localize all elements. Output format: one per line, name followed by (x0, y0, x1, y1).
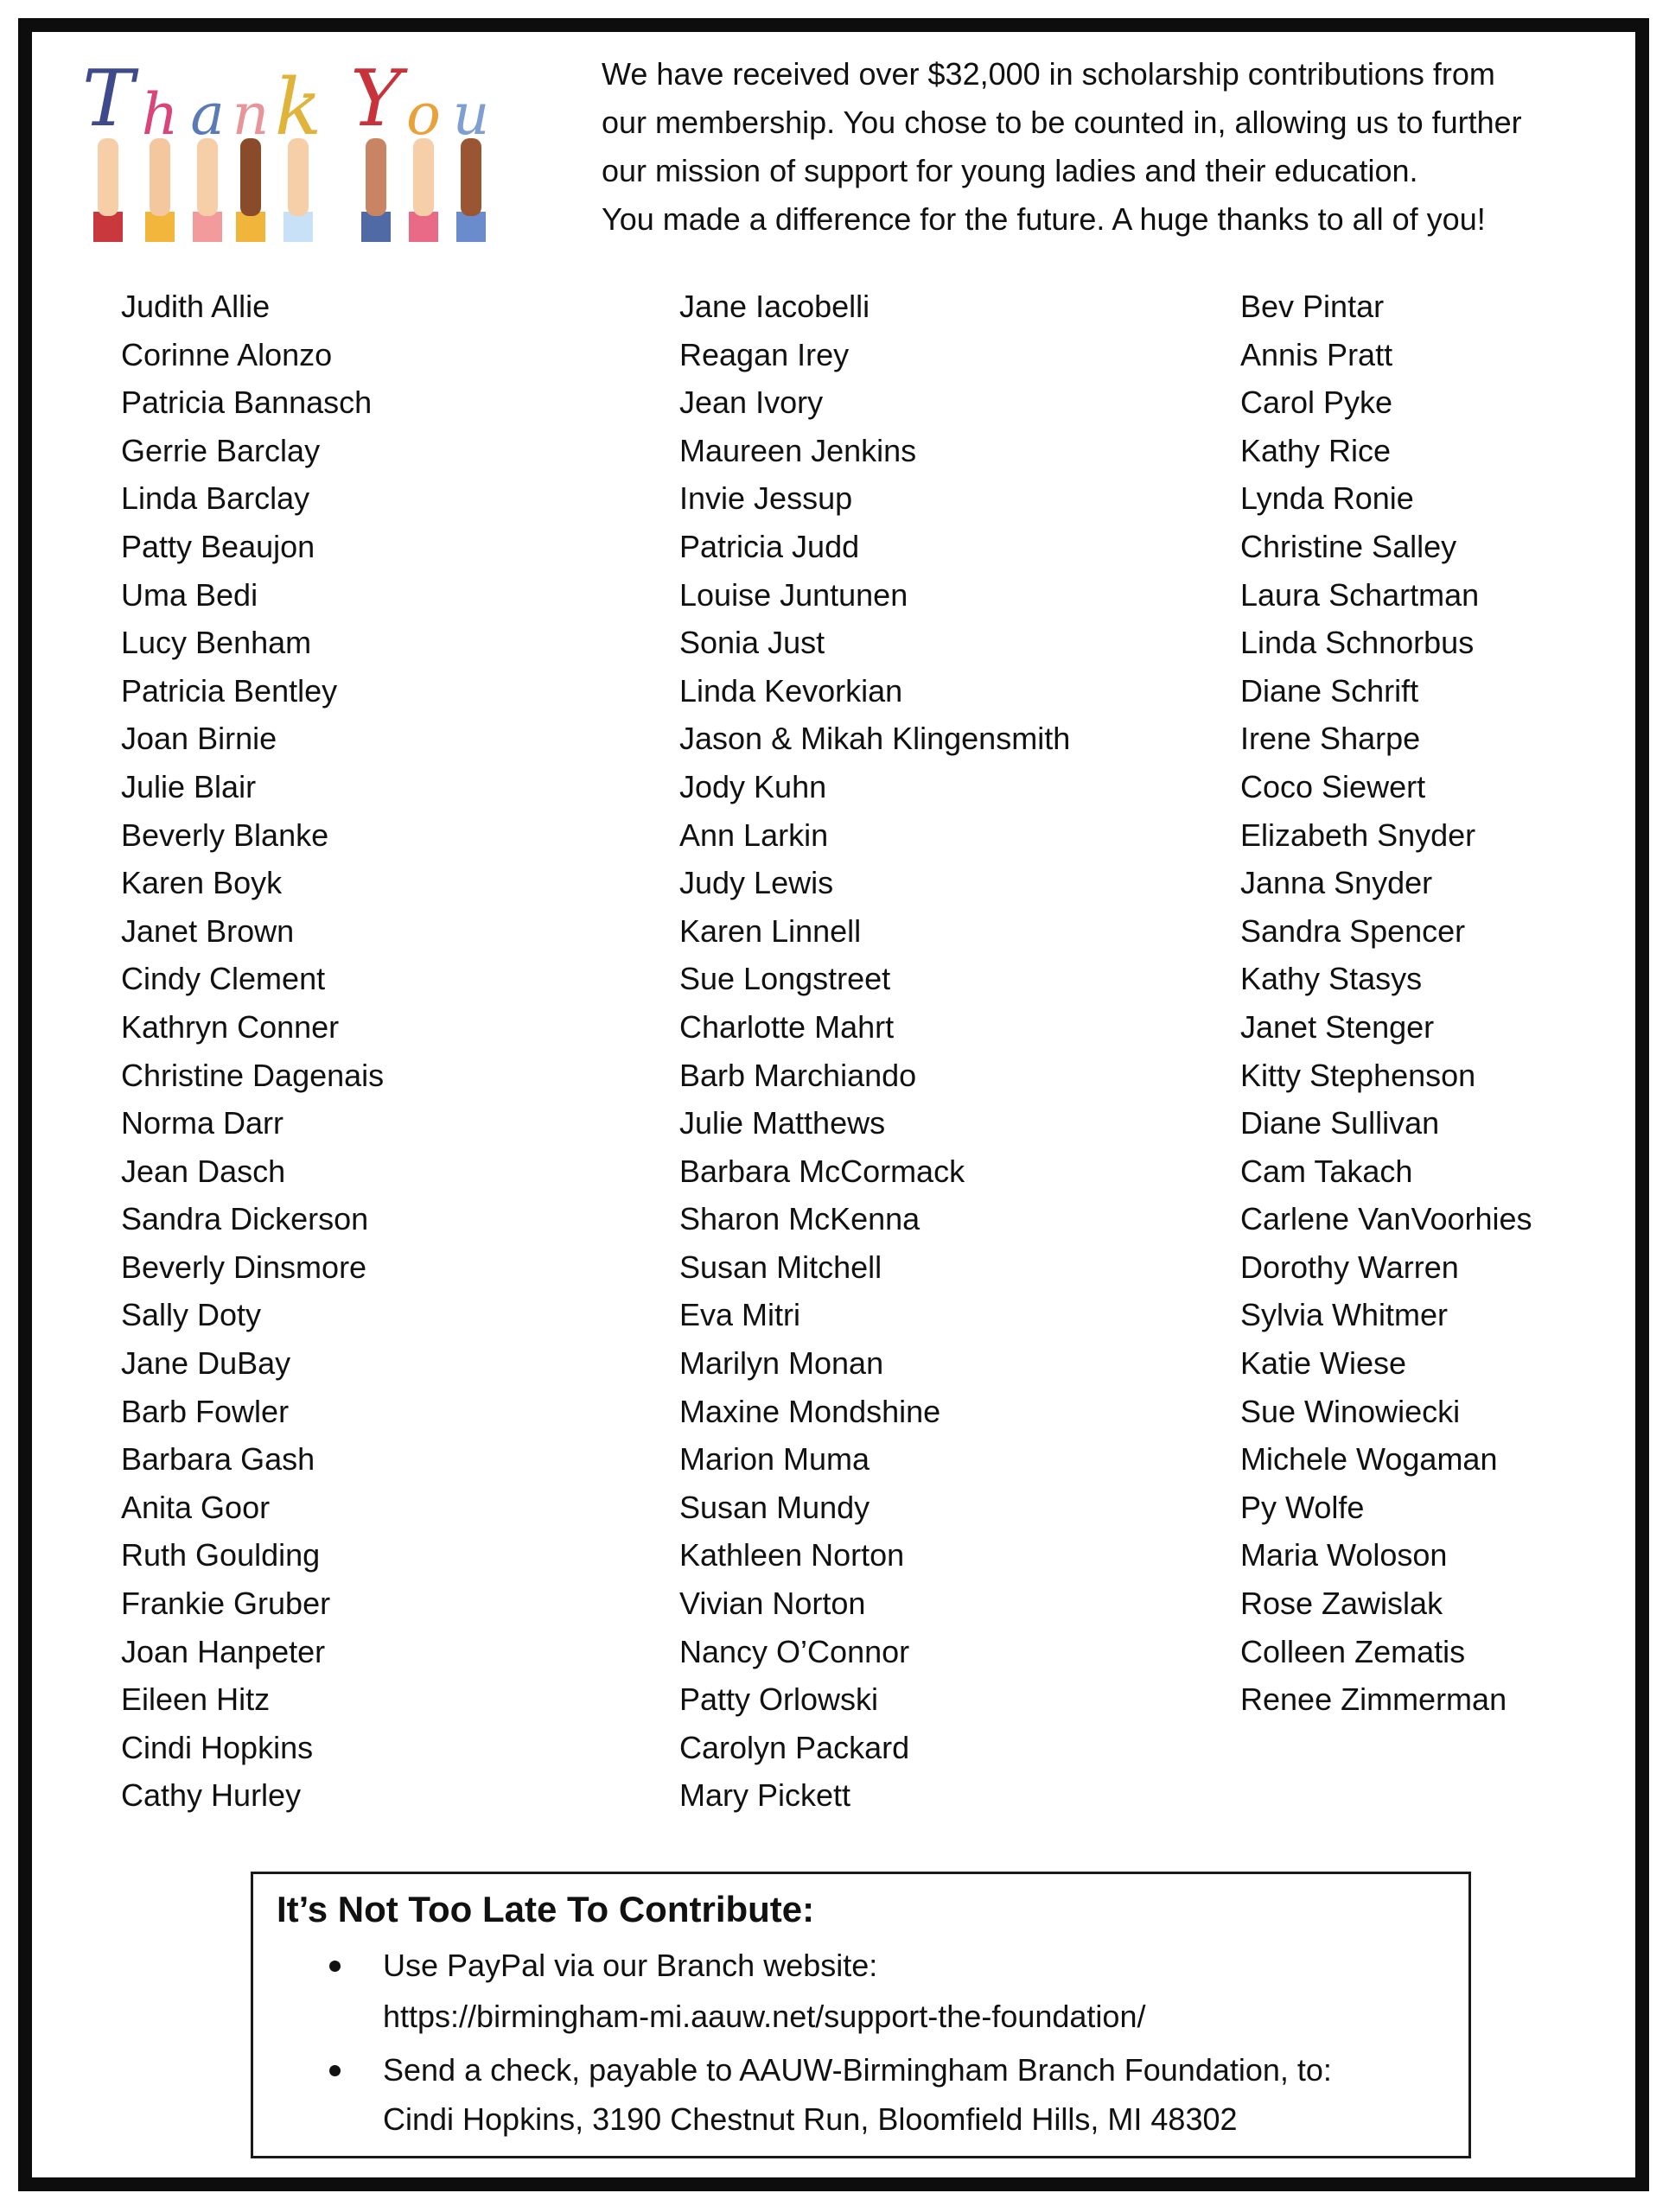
donor-name: Sally Doty (121, 1297, 262, 1333)
donor-name: Eva Mitri (679, 1297, 801, 1333)
donor-name: Patricia Bannasch (121, 385, 373, 421)
donor-name: Gerrie Barclay (121, 432, 321, 468)
intro-line: our membership. You chose to be counted in, allowing us to further (602, 105, 1522, 140)
names-column-3 (1240, 283, 1532, 1724)
donor-name: Jane DuBay (121, 1345, 291, 1382)
donor-name: Kathleen Norton (679, 1537, 905, 1573)
donor-name: Patty Orlowski (679, 1681, 879, 1718)
donor-name: Maria Woloson (1240, 1537, 1448, 1573)
donor-name: Renee Zimmerman (1240, 1681, 1507, 1718)
donor-name: Py Wolfe (1240, 1489, 1365, 1525)
hand-holding-letter-icon (142, 81, 179, 242)
check-text: Send a check, payable to AAUW-Birmingham Branch Foundation, to: (383, 2052, 1332, 2088)
donor-name: Jason & Mikah Klingensmith (679, 721, 1071, 757)
hand-holding-letter-icon (82, 54, 139, 242)
donor-name: Louise Juntunen (679, 576, 908, 613)
donor-name: Irene Sharpe (1240, 721, 1421, 757)
donor-name: Sue Longstreet (679, 961, 891, 997)
donor-name: Cindi Hopkins (121, 1729, 314, 1765)
donor-name: Janna Snyder (1240, 865, 1433, 901)
donor-name: Coco Siewert (1240, 768, 1426, 804)
hand-holding-letter-icon (350, 54, 408, 242)
donor-name: Lynda Ronie (1240, 480, 1414, 517)
donor-name: Michele Wogaman (1240, 1441, 1498, 1478)
hand-holding-letter-icon (275, 62, 322, 242)
donor-name: Joan Birnie (121, 721, 277, 757)
donor-name: Corinne Alonzo (121, 336, 333, 372)
svg-text:T: T (81, 54, 135, 144)
donor-name: Jane Iacobelli (679, 289, 870, 324)
donor-name: Barbara Gash (121, 1441, 315, 1478)
donor-name: Julie Matthews (679, 1105, 886, 1141)
hand-holding-letter-icon (190, 81, 224, 242)
donor-name: Barb Fowler (121, 1393, 290, 1429)
contribute-heading: It’s Not Too Late To Contribute: (277, 1889, 815, 1929)
intro-line: You made a difference for the future. A huge thanks to all of you! (602, 201, 1486, 237)
donor-name: Beverly Dinsmore (121, 1249, 367, 1285)
donor-name: Christine Salley (1240, 528, 1457, 564)
mailing-address: Cindi Hopkins, 3190 Chestnut Run, Bloomfield Hills, MI 48302 (383, 2101, 1238, 2137)
donor-name: Invie Jessup (679, 480, 853, 517)
bullet-icon (329, 2065, 341, 2076)
donor-name: Carlene VanVoorhies (1240, 1201, 1532, 1237)
intro-text (602, 50, 1596, 244)
donor-name: Cam Takach (1240, 1153, 1413, 1189)
donor-name: Norma Darr (121, 1105, 284, 1141)
svg-text:n: n (232, 81, 270, 148)
donor-name: Colleen Zematis (1240, 1633, 1466, 1669)
donor-name: Joan Hanpeter (121, 1633, 326, 1669)
donor-name: Sonia Just (679, 625, 825, 661)
donor-name: Marion Muma (679, 1441, 870, 1478)
hand-holding-letter-icon (406, 81, 441, 242)
donor-name: Barb Marchiando (679, 1057, 917, 1093)
donor-name: Susan Mitchell (679, 1249, 882, 1285)
donor-name: Frankie Gruber (121, 1586, 331, 1622)
donor-name: Sylvia Whitmer (1240, 1297, 1449, 1333)
donor-name: Kathy Rice (1240, 432, 1392, 468)
donor-name: Patricia Judd (679, 528, 860, 564)
svg-text:Y: Y (350, 54, 402, 144)
donor-name: Beverly Blanke (121, 817, 329, 853)
donor-name: Nancy O’Connor (679, 1633, 910, 1669)
donor-name: Maxine Mondshine (679, 1393, 941, 1429)
donor-name: Barbara McCormack (679, 1153, 965, 1189)
donor-name: Cathy Hurley (121, 1777, 302, 1814)
donor-name: Vivian Norton (679, 1586, 866, 1622)
donor-name: Eileen Hitz (121, 1681, 271, 1718)
donor-name: Diane Sullivan (1240, 1105, 1440, 1141)
paypal-text: Use PayPal via our Branch website: (383, 1948, 878, 1983)
donor-name: Sandra Spencer (1240, 912, 1466, 949)
donor-name: Jody Kuhn (679, 768, 827, 804)
donor-name: Linda Kevorkian (679, 672, 903, 709)
svg-text:o: o (406, 81, 441, 148)
donor-name: Karen Boyk (121, 865, 283, 901)
donor-name: Kathryn Conner (121, 1008, 340, 1045)
donor-name: Laura Schartman (1240, 576, 1480, 613)
svg-text:k: k (274, 62, 322, 153)
donor-name: Jean Dasch (121, 1153, 286, 1189)
names-column-2 (679, 283, 1070, 1820)
donor-name: Sandra Dickerson (121, 1201, 369, 1237)
donor-name: Jean Ivory (679, 385, 824, 421)
donor-name: Mary Pickett (679, 1777, 851, 1814)
donor-name: Diane Schrift (1240, 672, 1419, 709)
donor-name: Bev Pintar (1240, 289, 1385, 324)
donor-name: Carol Pyke (1240, 385, 1393, 421)
donor-name: Charlotte Mahrt (679, 1008, 895, 1045)
donor-name: Maureen Jenkins (679, 432, 917, 468)
donor-name: Carolyn Packard (679, 1729, 910, 1765)
donor-name: Ann Larkin (679, 817, 829, 853)
donor-name: Rose Zawislak (1240, 1586, 1443, 1622)
donor-name: Kathy Stasys (1240, 961, 1423, 997)
bullet-icon (329, 1961, 341, 1972)
hand-holding-letter-icon (453, 81, 490, 242)
svg-text:u: u (452, 81, 490, 148)
donor-name: Janet Brown (121, 912, 295, 949)
donor-name: Cindy Clement (121, 961, 326, 997)
donor-name: Linda Schnorbus (1240, 625, 1475, 661)
donor-name: Sharon McKenna (679, 1201, 920, 1237)
donor-name: Karen Linnell (679, 912, 862, 949)
hand-holding-letter-icon (233, 81, 270, 242)
donor-name: Dorothy Warren (1240, 1249, 1459, 1285)
donor-name: Annis Pratt (1240, 336, 1393, 372)
donor-name: Katie Wiese (1240, 1345, 1407, 1382)
donor-name: Patricia Bentley (121, 672, 338, 709)
donor-name: Patty Beaujon (121, 528, 315, 564)
donor-name: Linda Barclay (121, 480, 310, 517)
names-column-1 (121, 283, 384, 1820)
donor-name: Elizabeth Snyder (1240, 817, 1476, 853)
donor-name: Julie Blair (121, 768, 257, 804)
intro-line: our mission of support for young ladies and their education. (602, 153, 1418, 188)
donor-name: Judith Allie (121, 289, 271, 324)
donor-name: Judy Lewis (679, 865, 834, 901)
donor-name: Uma Bedi (121, 576, 258, 613)
donor-name: Lucy Benham (121, 625, 312, 661)
contribute-box (251, 1872, 1471, 2158)
donor-name: Anita Goor (121, 1489, 271, 1525)
thank-you-logo (78, 52, 519, 242)
svg-text:h: h (141, 81, 179, 148)
donor-name: Christine Dagenais (121, 1057, 385, 1093)
foundation-link[interactable]: https://birmingham-mi.aauw.net/support-the-foundation/ (383, 1999, 1146, 2034)
donor-name: Marilyn Monan (679, 1345, 884, 1382)
donor-name: Ruth Goulding (121, 1537, 321, 1573)
svg-text:a: a (190, 81, 225, 148)
intro-line: We have received over $32,000 in scholarship contributions from (602, 56, 1495, 92)
donor-name: Susan Mundy (679, 1489, 870, 1525)
donor-name: Sue Winowiecki (1240, 1393, 1461, 1429)
donor-name: Reagan Irey (679, 336, 850, 372)
donor-name: Janet Stenger (1240, 1008, 1435, 1045)
donor-name: Kitty Stephenson (1240, 1057, 1476, 1093)
